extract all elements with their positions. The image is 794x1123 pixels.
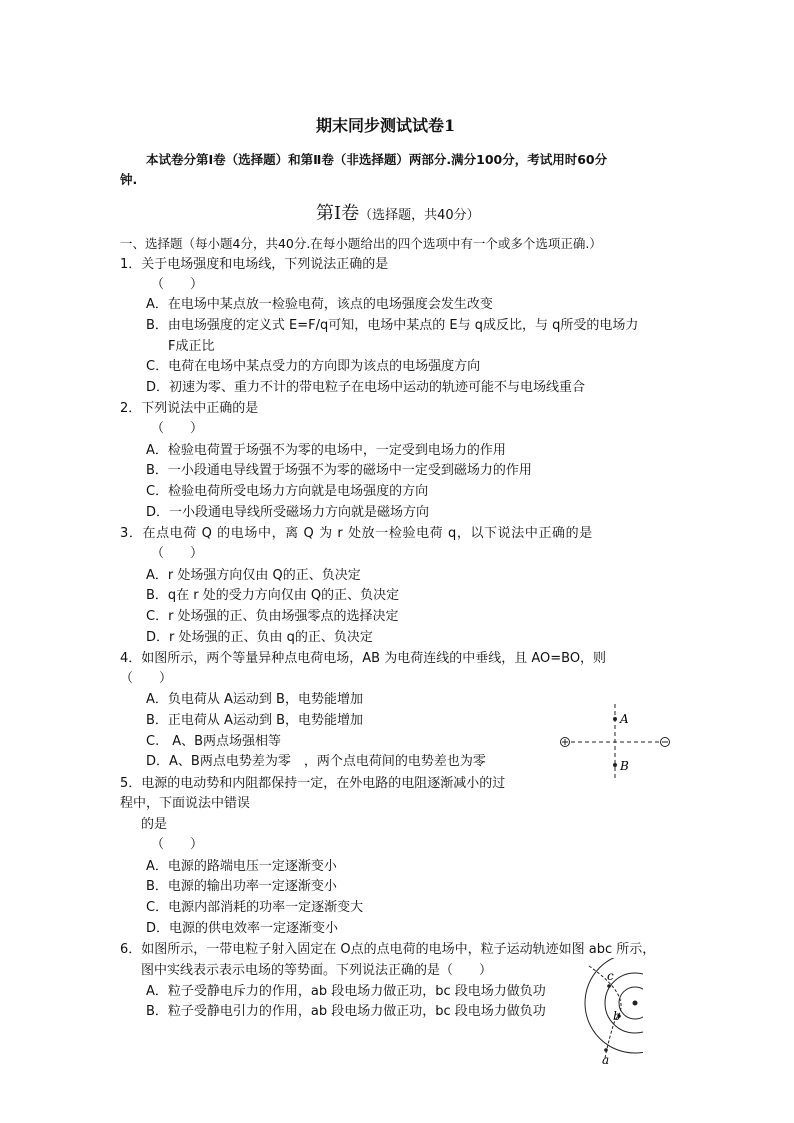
q1-option-d: D．初速为零、重力不计的带电粒子在电场中运动的轨迹可能不与电场线重合 bbox=[146, 380, 586, 395]
intro-line-2: 钟. bbox=[120, 172, 138, 187]
label-a: A bbox=[620, 712, 629, 726]
q3-stem: 3．在点电荷 Q 的电场中，离 Q 为 r 处放一检验电荷 q，以下说法中正确的是 bbox=[120, 526, 593, 541]
q5-stem-1: 5．电源的电动势和内阻都保持一定，在外电路的电阻逐渐减小的过 bbox=[120, 776, 506, 791]
q5-option-c: C．电源内部消耗的功率一定逐渐变大 bbox=[146, 900, 364, 915]
q5-stem-2: 程中，下面说法中错误 bbox=[120, 796, 251, 811]
label-b: B bbox=[620, 759, 629, 773]
q3-option-a: A．r 处场强方向仅由 Q的正、负决定 bbox=[146, 568, 361, 583]
section-title-main: 第Ⅰ卷 bbox=[316, 203, 360, 224]
q6-figure-equipotential bbox=[575, 958, 655, 1068]
intro-line-1: 本试卷分第Ⅰ卷（选择题）和第Ⅱ卷（非选择题）两部分.满分100分，考试用时60分 bbox=[146, 152, 608, 167]
label-c: c bbox=[607, 969, 614, 983]
q4-option-c: C. A、B两点场强相等 bbox=[146, 734, 282, 749]
q2-stem: 2．下列说法中正确的是 bbox=[120, 401, 259, 416]
q5-option-a: A．电源的路端电压一定逐渐变小 bbox=[146, 859, 337, 874]
q5-option-d: D．电源的供电效率一定逐渐变小 bbox=[146, 921, 339, 936]
q4-figure-dipole bbox=[555, 700, 675, 780]
section-title bbox=[316, 203, 480, 227]
page-title: 期末同步测试试卷1 bbox=[316, 116, 456, 135]
q5-stem-3: 的是 bbox=[141, 817, 168, 832]
q4-option-b: B．正电荷从 A运动到 B，电势能增加 bbox=[146, 713, 363, 728]
q6-stem-1: 6．如图所示，一带电粒子射入固定在 O点的点电荷的电场中，粒子运动轨迹如图 abc 所示， bbox=[120, 942, 656, 957]
q2-option-a: A．检验电荷置于场强不为零的电场中，一定受到电场力的作用 bbox=[146, 443, 506, 458]
charge-o-icon bbox=[633, 1001, 638, 1006]
q3-option-d: D．r 处场强的正、负由 q的正、负决定 bbox=[146, 630, 373, 645]
q1-option-b: B．由电场强度的定义式 E=F/q可知，电场中某点的 E与 q成反比，与 q所受的电场力 bbox=[146, 318, 639, 333]
q3-option-b: B．q在 r 处的受力方向仅由 Q的正、负决定 bbox=[146, 588, 400, 603]
q4-option-a: A．负电荷从 A运动到 B，电势能增加 bbox=[146, 692, 363, 707]
q1-bracket: （ ） bbox=[151, 277, 204, 292]
q4-bracket: （ ） bbox=[120, 671, 173, 686]
q3-bracket: （ ） bbox=[151, 546, 204, 561]
label-a: a bbox=[602, 1053, 610, 1067]
q2-option-b: B．一小段通电导线置于场强不为零的磁场中一定受到磁场力的作用 bbox=[146, 463, 532, 478]
q1-stem: 1．关于电场强度和电场线，下列说法正确的是 bbox=[120, 257, 389, 272]
q3-option-c: C．r 处场强的正、负由场强零点的选择决定 bbox=[146, 609, 399, 624]
label-b: b bbox=[613, 1009, 621, 1023]
section-title-sub: （选择题，共40分） bbox=[359, 208, 480, 223]
part-heading: 一、选择题（每小题4分，共40分.在每小题给出的四个选项中有一个或多个选项正确.） bbox=[120, 236, 602, 251]
q6-option-b: B．粒子受静电引力的作用，ab 段电场力做正功，bc 段电场力做负功 bbox=[146, 1004, 546, 1019]
q1-option-c: C．电荷在电场中某点受力的方向即为该点的电场强度方向 bbox=[146, 359, 481, 374]
q1-option-b-cont: F成正比 bbox=[168, 339, 215, 354]
q1-option-a: A．在电场中某点放一检验电荷，该点的电场强度会发生改变 bbox=[146, 297, 493, 312]
q2-option-d: D．一小段通电导线所受磁场力方向就是磁场方向 bbox=[146, 505, 430, 520]
q2-bracket: （ ） bbox=[151, 421, 204, 436]
q4-stem: 4．如图所示，两个等量异种点电荷电场，AB 为电荷连线的中垂线，且 AO=BO，则 bbox=[120, 651, 607, 666]
q6-stem-2: 图中实线表示表示电场的等势面。下列说法正确的是（ ） bbox=[141, 963, 493, 978]
q5-option-b: B．电源的输出功率一定逐渐变小 bbox=[146, 879, 337, 894]
q2-option-c: C．检验电荷所受电场力方向就是电场强度的方向 bbox=[146, 484, 429, 499]
q4-option-d: D．A、B两点电势差为零 ，两个点电荷间的电势差也为零 bbox=[146, 754, 486, 769]
point-b bbox=[613, 763, 617, 767]
q6-option-a: A．粒子受静电斥力的作用，ab 段电场力做正功，bc 段电场力做负功 bbox=[146, 984, 546, 999]
point-a bbox=[613, 717, 617, 721]
q5-bracket: （ ） bbox=[151, 837, 204, 852]
